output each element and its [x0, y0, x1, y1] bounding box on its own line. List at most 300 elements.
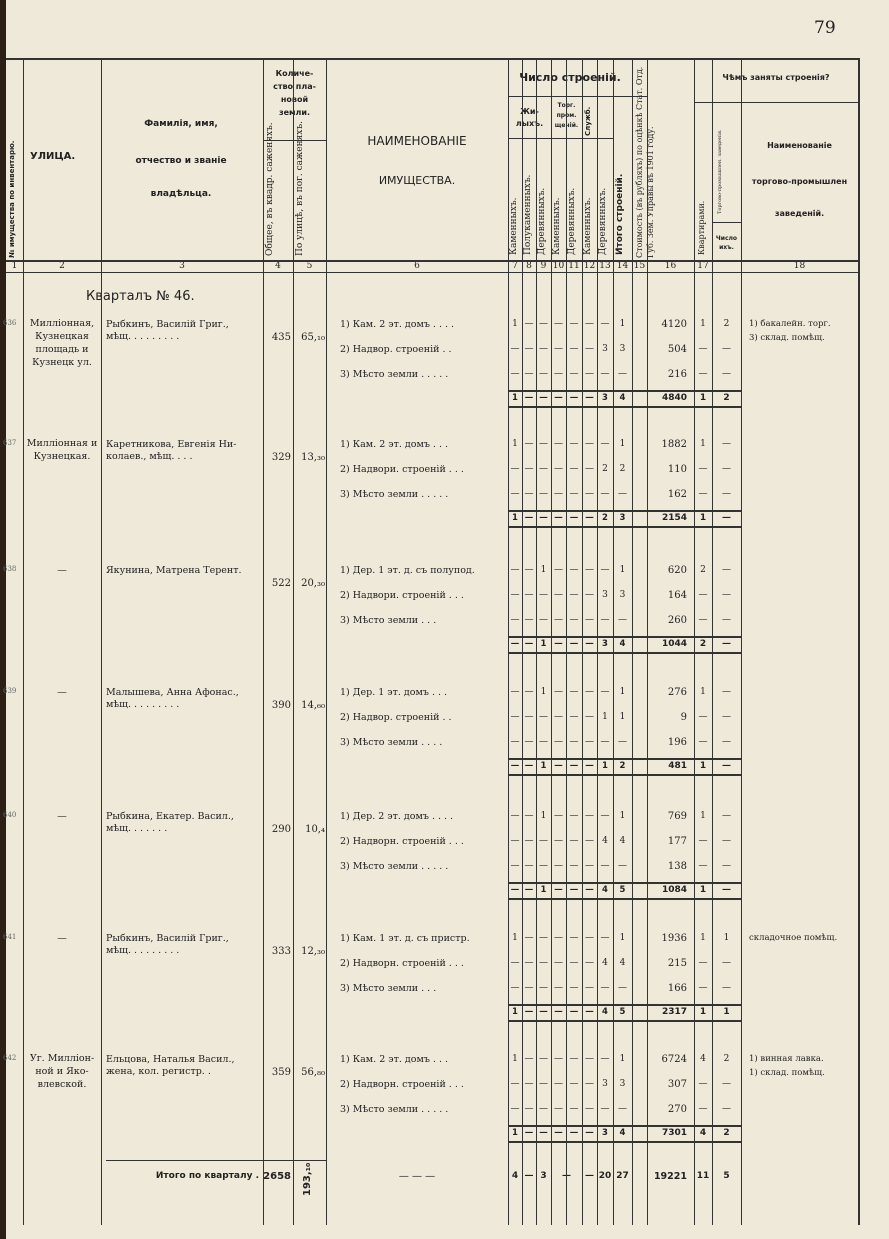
- building-count: 1: [619, 687, 626, 697]
- property-value: 177: [667, 836, 687, 847]
- total-building-count: —: [554, 1128, 563, 1138]
- property-value: 9: [680, 712, 687, 723]
- grand-total-count: 4: [511, 1171, 519, 1181]
- building-count: —: [554, 933, 563, 943]
- building-count: —: [524, 319, 534, 329]
- row-rule: [508, 1141, 741, 1143]
- header-service: Служб.: [584, 106, 592, 136]
- header-col3-line1: Фамилія, имя,: [144, 119, 218, 129]
- column-number: 4: [275, 261, 281, 271]
- property-item: 1) Дер. 2 эт. домъ . . . .: [340, 811, 454, 822]
- building-count: 1: [619, 319, 626, 329]
- building-count: 1: [619, 565, 626, 575]
- building-count: —: [600, 1054, 610, 1064]
- building-count: —: [569, 712, 579, 722]
- enterprise-count: —: [722, 590, 731, 600]
- owner-line: мѣщ. . . . . . .: [106, 823, 168, 834]
- total-value: 2154: [661, 513, 687, 523]
- property-item: 2) Надвор. строеній . .: [340, 344, 452, 355]
- apartments-count: 1: [700, 319, 706, 329]
- quarter-title: Кварталъ № 46.: [86, 289, 195, 304]
- building-count: —: [618, 369, 627, 379]
- building-count: —: [585, 590, 594, 600]
- total-value: 7301: [661, 1128, 687, 1138]
- column-number: 5: [306, 261, 313, 271]
- total-building-count: 1: [540, 761, 547, 771]
- property-value: 270: [667, 1104, 687, 1115]
- building-count: —: [524, 1054, 534, 1064]
- enterprise-count: —: [722, 369, 731, 379]
- property-value: 166: [667, 983, 687, 994]
- apartments-count: 4: [700, 1054, 706, 1064]
- header-col15: Стоимость (въ рубляхъ) по оцѣнкѣ Стат. Отд. Губ. Зем. Управы въ 1901 году.: [635, 66, 655, 258]
- building-count: —: [569, 1054, 579, 1064]
- area-value: 390: [271, 700, 291, 711]
- column-rule: [694, 58, 695, 1225]
- building-count: —: [554, 615, 563, 625]
- building-count: —: [510, 590, 520, 600]
- building-count: —: [600, 983, 610, 993]
- building-count: 3: [602, 344, 608, 354]
- header-col18-line: Наименованіе: [767, 141, 832, 150]
- column-number: 18: [793, 261, 806, 271]
- header-col6-line1: НАИМЕНОВАНІЕ: [367, 134, 467, 148]
- front-value: 10,₄: [305, 824, 325, 835]
- total-enterprises: 1: [723, 1007, 730, 1017]
- building-count: —: [569, 737, 579, 747]
- building-count: 3: [619, 344, 626, 354]
- building-count: —: [585, 687, 594, 697]
- column-rule: [536, 58, 537, 1225]
- column-number: 9: [540, 261, 547, 271]
- building-count: —: [539, 1079, 548, 1089]
- building-count: —: [539, 712, 548, 722]
- building-count: 1: [602, 712, 608, 722]
- property-value: 110: [667, 464, 687, 475]
- property-item: 2) Надворн. строеній . . .: [340, 836, 464, 847]
- building-count: —: [585, 933, 594, 943]
- building-count: —: [554, 489, 563, 499]
- building-count: —: [524, 565, 534, 575]
- property-value: 1936: [661, 933, 687, 944]
- header-col4-group-line: земли.: [278, 108, 311, 117]
- building-count: —: [554, 464, 563, 474]
- street-line: Миллiонная,: [29, 318, 95, 329]
- building-count: —: [524, 712, 534, 722]
- building-count: —: [510, 369, 520, 379]
- row-rule: [508, 138, 613, 139]
- building-count: —: [600, 1104, 610, 1114]
- column-number: 6: [414, 261, 420, 271]
- building-count: —: [618, 615, 627, 625]
- building-count: 1: [540, 811, 547, 821]
- header-col4-group-line: ство пла-: [273, 82, 316, 91]
- total-building-count: 4: [602, 885, 608, 895]
- building-count: —: [569, 958, 579, 968]
- building-count: 4: [602, 836, 608, 846]
- building-count: —: [569, 369, 579, 379]
- building-count: —: [600, 489, 610, 499]
- enterprise-count: 2: [723, 319, 730, 329]
- street-line: —: [57, 933, 67, 944]
- street-line: Кузнецк ул.: [32, 357, 92, 368]
- column-number: 11: [568, 261, 580, 271]
- header-col14: Итого строеній.: [615, 173, 625, 255]
- apartments-count: —: [698, 737, 708, 747]
- total-building-count: —: [524, 1007, 534, 1017]
- property-item: 3) Мѣсто земли . . . . .: [340, 861, 449, 872]
- building-count: 4: [619, 836, 626, 846]
- building-count: —: [510, 958, 520, 968]
- building-count: —: [524, 464, 534, 474]
- building-count: —: [585, 439, 594, 449]
- building-count: —: [524, 958, 534, 968]
- building-count: —: [585, 836, 594, 846]
- owner-line: колаев., мѣщ. . . .: [106, 451, 193, 462]
- building-count: —: [554, 836, 563, 846]
- property-value: 307: [667, 1079, 687, 1090]
- total-building-count: —: [554, 393, 563, 403]
- front-value: 12,₃₀: [301, 946, 325, 957]
- building-count: —: [539, 1054, 548, 1064]
- purpose-line: складочное помѣщ.: [749, 933, 838, 943]
- property-item: 3) Мѣсто земли . . .: [340, 983, 437, 994]
- apartments-count: —: [698, 489, 708, 499]
- column-number: 10: [552, 261, 565, 271]
- area-value: 333: [271, 946, 291, 957]
- building-count: 1: [512, 319, 518, 329]
- column-rule: [101, 58, 102, 1225]
- street-line: Уг. Миллiон-: [29, 1053, 95, 1064]
- building-count: —: [569, 615, 579, 625]
- total-building-count: 1: [512, 1007, 518, 1017]
- building-count: —: [618, 861, 627, 871]
- header-col17-sub: Число: [715, 235, 738, 242]
- front-value: 56,₈₀: [301, 1067, 325, 1078]
- column-rule: [712, 58, 713, 1225]
- column-number: 7: [512, 261, 518, 271]
- building-count: —: [569, 811, 579, 821]
- building-count: —: [600, 565, 610, 575]
- column-rule: [522, 58, 523, 1225]
- apartments-count: —: [698, 464, 708, 474]
- header-col13: Деревянныхъ.: [598, 187, 608, 255]
- enterprise-count: —: [722, 344, 731, 354]
- row-rule: [508, 898, 741, 900]
- column-rule: [741, 58, 742, 1225]
- building-count: —: [524, 344, 534, 354]
- owner-line: мѣщ. . . . . . . . .: [106, 331, 180, 342]
- property-item: 1) Кам. 2 эт. домъ . . . .: [340, 319, 455, 330]
- owner-line: Рыбкина, Екатер. Васил.,: [106, 811, 234, 822]
- apartments-count: 1: [700, 687, 706, 697]
- total-building-count: 3: [602, 1128, 608, 1138]
- owner-line: Малышева, Анна Афонас.,: [106, 687, 239, 698]
- total-building-count: —: [524, 639, 534, 649]
- building-count: 3: [619, 1079, 626, 1089]
- total-building-count: —: [569, 1007, 579, 1017]
- grand-total-count: —: [524, 1171, 534, 1181]
- grand-total-count: 3: [540, 1171, 547, 1181]
- row-rule: [508, 636, 741, 638]
- property-item: 1) Дер. 1 эт. домъ . . .: [340, 687, 448, 698]
- property-item: 3) Мѣсто земли . . .: [340, 615, 437, 626]
- area-value: 522: [271, 578, 291, 589]
- total-enterprises: —: [722, 639, 731, 649]
- purpose-line: 1) винная лавка.: [749, 1054, 824, 1064]
- enterprise-count: —: [722, 861, 731, 871]
- row-rule: [508, 882, 741, 884]
- owner-line: жена, кол. регистр. .: [106, 1066, 211, 1077]
- row-rule: [6, 58, 858, 60]
- building-count: 1: [512, 439, 518, 449]
- header-trade-line: щеній.: [554, 122, 579, 129]
- grand-total-dashes: — — —: [398, 1171, 436, 1182]
- building-count: —: [600, 319, 610, 329]
- building-count: —: [510, 1104, 520, 1114]
- column-rule: [263, 58, 264, 1225]
- header-col4: Общее, въ квадр. саженяхъ.: [265, 122, 275, 256]
- property-item: 2) Надворн. строеній . . .: [340, 1079, 464, 1090]
- total-building-count: —: [569, 639, 579, 649]
- grand-total-value: 19221: [653, 1171, 687, 1182]
- total-building-count: —: [539, 1007, 548, 1017]
- column-rule: [566, 58, 567, 1225]
- building-count: —: [510, 565, 520, 575]
- grand-total-front: 193,₁₀: [302, 1162, 313, 1196]
- apartments-count: —: [698, 615, 708, 625]
- building-count: —: [554, 319, 563, 329]
- total-apartments: 4: [699, 1128, 707, 1138]
- apartments-count: —: [698, 590, 708, 600]
- building-count: —: [554, 590, 563, 600]
- property-value: 1882: [661, 439, 687, 450]
- building-count: —: [539, 615, 548, 625]
- column-number: 16: [664, 261, 677, 271]
- building-count: —: [600, 933, 610, 943]
- area-value: 435: [271, 332, 291, 343]
- building-count: —: [600, 687, 610, 697]
- enterprise-count: —: [722, 1104, 731, 1114]
- total-building-count: —: [585, 1128, 594, 1138]
- enterprise-count: 2: [723, 1054, 730, 1064]
- total-building-count: 1: [540, 885, 547, 895]
- building-count: —: [554, 811, 563, 821]
- building-count: —: [585, 811, 594, 821]
- total-building-count: —: [554, 513, 563, 523]
- header-col4-group-line: Количе-: [275, 69, 314, 78]
- building-count: —: [569, 687, 579, 697]
- row-rule: [6, 272, 858, 273]
- building-count: —: [600, 615, 610, 625]
- building-count: —: [510, 836, 520, 846]
- grand-total-count: —: [562, 1171, 571, 1181]
- building-count: —: [539, 958, 548, 968]
- total-apartments: 1: [699, 393, 707, 403]
- enterprise-count: —: [722, 464, 731, 474]
- purpose-line: 3) склад. помѣщ.: [749, 333, 825, 343]
- building-count: —: [569, 836, 579, 846]
- row-rule: [6, 260, 858, 262]
- total-building-count: —: [585, 513, 594, 523]
- entry-number: 641: [3, 933, 17, 941]
- street-line: ной и Яко-: [35, 1066, 89, 1077]
- column-number: 2: [59, 261, 65, 271]
- owner-line: мѣщ. . . . . . . . .: [106, 945, 180, 956]
- total-building-count: 4: [619, 393, 626, 403]
- property-item: 1) Кам. 2 эт. домъ . . .: [340, 439, 449, 450]
- building-count: —: [585, 489, 594, 499]
- building-count: —: [524, 1079, 534, 1089]
- building-count: —: [585, 712, 594, 722]
- building-count: —: [554, 1079, 563, 1089]
- building-count: —: [569, 1104, 579, 1114]
- owner-line: Ельцова, Наталья Васил.,: [106, 1054, 235, 1065]
- total-building-count: —: [539, 393, 548, 403]
- owner-line: мѣщ. . . . . . . . .: [106, 699, 180, 710]
- column-rule: [613, 58, 614, 1225]
- total-building-count: —: [585, 885, 594, 895]
- grand-total-area: 2658: [263, 1171, 291, 1182]
- enterprise-count: —: [722, 737, 731, 747]
- building-count: —: [569, 439, 579, 449]
- building-count: 1: [619, 1054, 626, 1064]
- total-building-count: 2: [602, 513, 608, 523]
- purpose-line: 1) бакалейн. торг.: [749, 319, 831, 329]
- header-col1: № имущества по инвентарю.: [8, 140, 16, 258]
- total-building-count: —: [510, 885, 520, 895]
- property-item: 2) Надвори. строеній . . .: [340, 590, 464, 601]
- building-count: 2: [619, 464, 626, 474]
- enterprise-count: —: [722, 1079, 731, 1089]
- building-count: —: [539, 983, 548, 993]
- total-building-count: 1: [540, 639, 547, 649]
- building-count: —: [524, 369, 534, 379]
- building-count: —: [569, 344, 579, 354]
- total-value: 1084: [661, 885, 687, 895]
- building-count: —: [618, 737, 627, 747]
- building-count: —: [539, 369, 548, 379]
- total-building-count: 3: [602, 639, 608, 649]
- building-count: 4: [619, 958, 626, 968]
- grand-total-enterprises: 5: [723, 1171, 730, 1181]
- area-value: 359: [271, 1067, 291, 1078]
- building-count: —: [554, 1054, 563, 1064]
- grand-total-label: Итого по кварталу .: [155, 1171, 259, 1181]
- property-value: 164: [667, 590, 687, 601]
- entry-number: 642: [3, 1054, 17, 1062]
- total-apartments: 1: [699, 885, 707, 895]
- total-building-count: —: [524, 393, 534, 403]
- header-col2: УЛИЦА.: [30, 151, 76, 162]
- header-occupied-group: Чѣмъ заняты строенія?: [722, 73, 830, 82]
- property-value: 769: [667, 811, 687, 822]
- building-count: —: [524, 1104, 534, 1114]
- row-rule: [508, 1004, 741, 1006]
- owner-line: Рыбкинъ, Василій Григ.,: [106, 319, 229, 330]
- total-building-count: 5: [619, 885, 626, 895]
- column-rule: [632, 58, 633, 1225]
- building-count: —: [554, 712, 563, 722]
- building-count: —: [585, 1079, 594, 1089]
- building-count: —: [539, 737, 548, 747]
- entry-number: 637: [3, 439, 17, 447]
- header-col9: Деревянныхъ.: [537, 187, 547, 255]
- building-count: —: [539, 489, 548, 499]
- building-count: —: [510, 811, 520, 821]
- header-col6-line2: ИМУЩЕСТВА.: [378, 174, 456, 187]
- enterprise-count: —: [722, 687, 731, 697]
- building-count: —: [585, 464, 594, 474]
- building-count: —: [554, 1104, 563, 1114]
- row-rule: [263, 140, 326, 141]
- owner-line: Каретникова, Евгенія Ни-: [106, 439, 237, 450]
- building-count: 4: [602, 958, 608, 968]
- total-value: 2317: [661, 1007, 687, 1017]
- total-building-count: 4: [619, 639, 626, 649]
- total-building-count: —: [510, 761, 520, 771]
- total-enterprises: —: [722, 513, 731, 523]
- entry-number: 638: [3, 565, 17, 573]
- total-building-count: —: [524, 1128, 534, 1138]
- building-count: —: [554, 687, 563, 697]
- property-value: 162: [667, 489, 687, 500]
- property-value: 196: [667, 737, 687, 748]
- property-item: 1) Кам. 1 эт. д. съ пристр.: [340, 933, 470, 944]
- area-value: 329: [271, 452, 291, 463]
- street-line: площадь и: [35, 344, 89, 355]
- street-line: влевской.: [37, 1079, 87, 1090]
- total-value: 4840: [661, 393, 687, 403]
- building-count: —: [539, 861, 548, 871]
- area-value: 290: [271, 824, 291, 835]
- column-number: 3: [179, 261, 185, 271]
- front-value: 20,₃₀: [301, 578, 325, 589]
- total-building-count: 5: [619, 1007, 626, 1017]
- building-count: —: [510, 712, 520, 722]
- column-number: 1: [11, 261, 18, 271]
- apartments-count: —: [698, 958, 708, 968]
- street-line: Кузнецкая: [35, 331, 89, 342]
- grand-total-apartments: 11: [696, 1171, 710, 1181]
- building-count: —: [585, 1104, 594, 1114]
- building-count: —: [618, 1104, 627, 1114]
- total-building-count: —: [569, 513, 579, 523]
- total-apartments: 1: [699, 761, 707, 771]
- column-number: 12: [583, 261, 596, 271]
- total-building-count: —: [539, 1128, 548, 1138]
- building-count: 1: [540, 565, 547, 575]
- building-count: —: [569, 319, 579, 329]
- building-count: —: [569, 565, 579, 575]
- header-col3-line3: владѣльца.: [150, 189, 212, 199]
- building-count: —: [539, 439, 548, 449]
- building-count: —: [539, 590, 548, 600]
- row-rule: [508, 1125, 741, 1127]
- building-count: —: [524, 615, 534, 625]
- building-count: —: [510, 861, 520, 871]
- building-count: —: [585, 861, 594, 871]
- header-col18-line: заведеній.: [774, 209, 825, 218]
- building-count: —: [554, 344, 563, 354]
- property-item: 3) Мѣсто земли . . . . .: [340, 1104, 449, 1115]
- total-building-count: 1: [512, 393, 518, 403]
- row-rule: [508, 758, 741, 760]
- building-count: 1: [619, 712, 626, 722]
- column-rule: [508, 58, 509, 1225]
- entry-number: 636: [3, 319, 17, 327]
- total-building-count: 4: [619, 1128, 626, 1138]
